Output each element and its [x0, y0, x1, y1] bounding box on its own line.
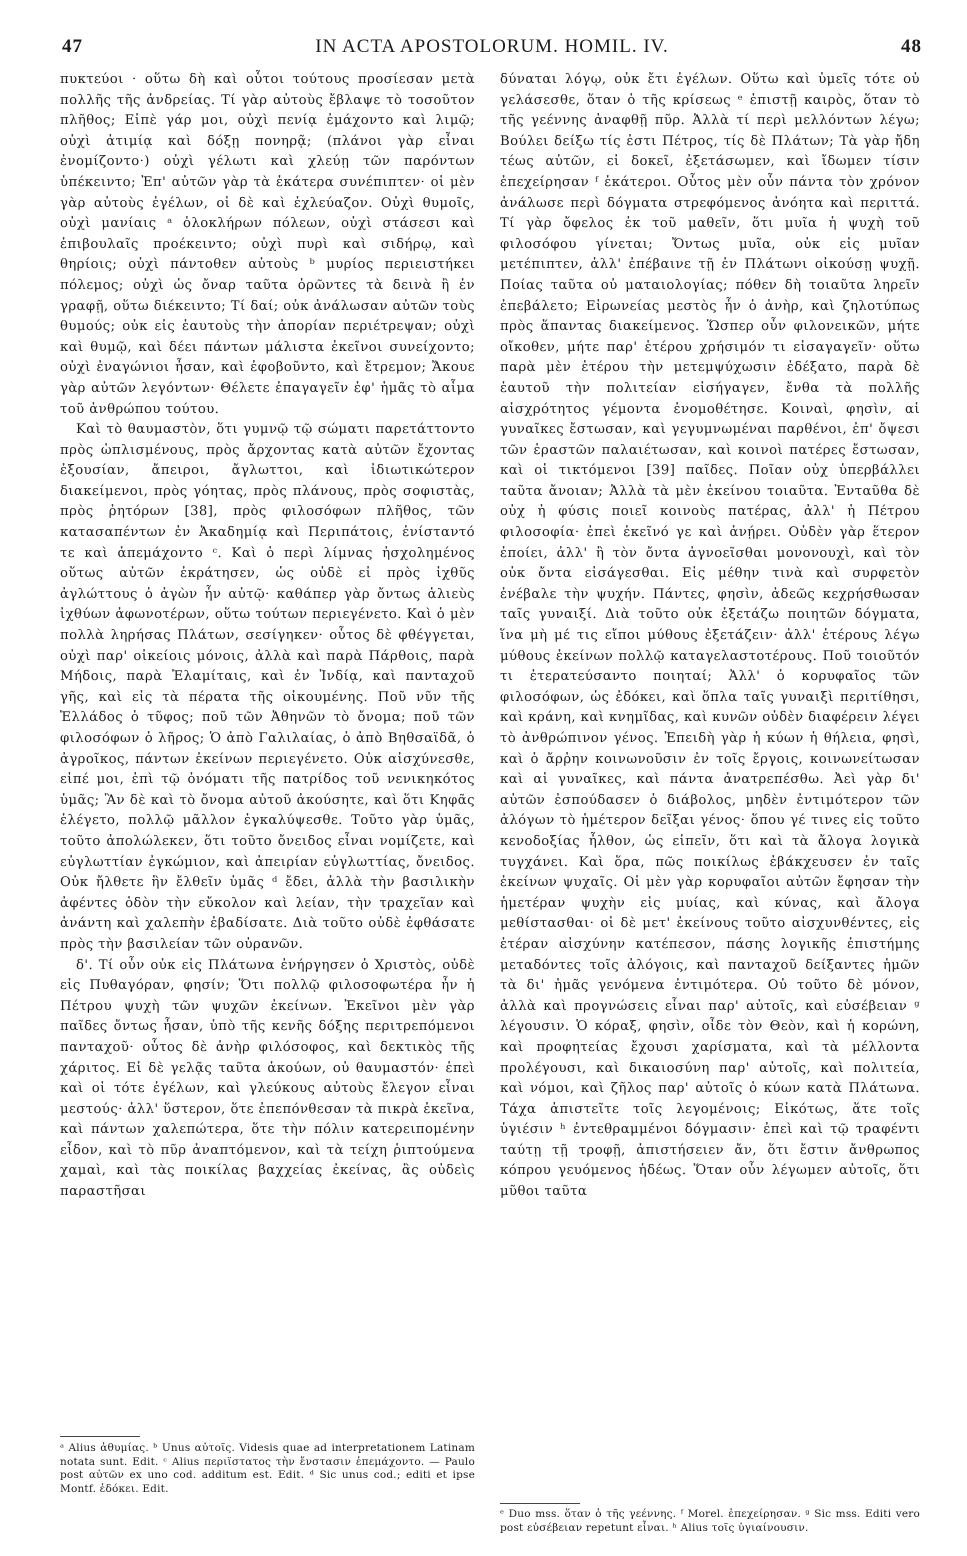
running-header [62, 36, 922, 66]
paragraph: δ'. Τί οὖν οὐκ εἰς Πλάτωνα ἐνήργησεν ὁ Χριστὸς, οὐδὲ εἰς Πυθαγόραν, φησίν; Ὅτι πολλῷ φιλοσοφωτέρα ἦν ἡ Πέτρου ψυχὴ τῶν ψυχῶν ἐκείνων. Ἐκεῖνοι μὲν γὰρ παῖδες ὄντως ἦσαν, ὑπὸ τῆς κενῆς δόξης περιτρεπόμενοι πανταχοῦ· οὗτος δὲ ἀνὴρ φιλόσοφος, καὶ δεκτικὸς τῆς χάριτος. Εἰ δὲ γελᾷς ταῦτα ἀκούων, οὐ θαυμαστόν· ἐπεὶ καὶ οἱ τότε ἐγέλων, καὶ γλεύκους αὐτοὺς ἔλεγον εἶναι μεστούς· ἀλλ' ὕστερον, ὅτε ἐπεπόνθεσαν τὰ πικρὰ ἐκεῖνα, καὶ πάντων χαλεπώτερα, ὅτε τὴν πόλιν κατερειπομένην εἶδον, καὶ τὸ πῦρ ἀναπτόμενον, καὶ τὰ τείχη ῥιπτούμενα χαμαὶ, καὶ τὰς ποικίλας βαχχείας ἐκείνας, ἃς οὐδεὶς παραστῆσαι [60, 957, 475, 1200]
footnotes-left: ᵃ Alius ἀθυμίας. ᵇ Unus αὐτοῖς. Videsis quae ad interpretationem Latinam notata sunt. Edit. ᶜ Alius περιϊστατος τὴν ἔνστασιν ἐπεμάχοντο. — Paulo post αὐτῶν ex uno cod. additum est. Edit. ᵈ Sic unus cod.; editi et ipse Montf. ἐδόκει. Edit. [60, 1442, 475, 1495]
left-text-column [60, 70, 475, 1203]
footnotes-right: ᵉ Duo mss. ὅταν ὁ τῆς γεέννης. ᶠ Morel. ἐπεχείρησαν. ᵍ Sic mss. Editi vero post εὐσέβειαν repetunt εἶναι. ʰ Alius τοῖς ὑγιαίνουσιν. [500, 1508, 920, 1534]
footnote-rule-right [500, 1503, 580, 1504]
right-text-column [500, 70, 920, 1203]
paragraph: πυκτεύοι · οὕτω δὴ καὶ οὗτοι τούτους προσίεσαν μετὰ πολλῆς τῆς ἀνδρείας. Τί γὰρ αὐτοὺς ἔβλαψε τὸ τοσοῦτον πλῆθος; Εἰπὲ γάρ μοι, οὐχὶ πενίᾳ ἐμάχοντο καὶ λιμῷ; οὐχὶ ἀτιμίᾳ καὶ δόξῃ πονηρᾷ; (πλάνοι γὰρ εἶναι ἐνομίζοντο·) οὐχὶ γέλωτι καὶ χλεύῃ τῶν παρόντων ὑπέκειντο; Ἐπ' αὐτῶν γὰρ τὰ ἑκάτερα συνέπιπτεν· οἱ μὲν γὰρ αὐτοὺς ἐγέλων, οἱ δὲ καὶ ἐχλεύαζον. Οὐχὶ θυμοῖς, οὐχὶ μανίαις ᵃ ὁλοκλήρων πόλεων, οὐχὶ στάσεσι καὶ ἐπιβουλαῖς προέκειντο; οὐχὶ πυρὶ καὶ σιδήρῳ, καὶ θηρίοις; οὐχὶ πάντοθεν αὐτοὺς ᵇ μυρίος περιειστήκει πόλεμος; οὐχὶ ὡς ὄναρ ταῦτα ὁρῶντες τὰ δεινὰ ἢ ἐν γραφῇ, οὕτω διέκειντο; Τί δαί; οὐκ ἀνάλωσαν αὐτῶν τοὺς θυμούς; οὐκ εἰς ἑαυτοὺς τὴν ἀπορίαν περιέτρεψαν; οὐχὶ καὶ θυμῷ, καὶ δέει πάντων μάλιστα ἐκεῖνοι συνείχοντο; οὐχὶ ἐναγώνιοι ἦσαν, καὶ ἐφοβοῦντο, καὶ ἔτρεμον; Ἄκουε γὰρ αὐτῶν λεγόντων· Θέλετε ἐπαγαγεῖν ἐφ' ἡμᾶς τὸ αἷμα τοῦ ἀνθρώπου τούτου. [60, 72, 475, 417]
running-title: IN ACTA APOSTOLORUM. HOMIL. IV. [315, 36, 669, 57]
footnote-rule-left [60, 1436, 140, 1437]
page-number-right: 48 [901, 36, 922, 57]
page-number-left: 47 [62, 36, 83, 57]
paragraph: Καὶ τὸ θαυμαστὸν, ὅτι γυμνῷ τῷ σώματι παρετάττοντο πρὸς ὡπλισμένους, πρὸς ἄρχοντας κατὰ αὐτῶν ἔχοντας ἐξουσίαν, ἄπειροι, ἄγλωττοι, καὶ ἰδιωτικώτερον διακείμενοι, πρὸς γόητας, πρὸς πλάνους, πρὸς σοφιστὰς, πρὸς ῥητόρων [38], πρὸς φιλοσόφων πλῆθος, τῶν κατασαπέντων ἐν Ἀκαδημίᾳ καὶ Περιπάτοις, ἐνίσταντό τε καὶ ἀπεμάχοντο ᶜ. Καὶ ὁ περὶ λίμνας ἠσχολημένος οὕτως αὐτῶν ἐκράτησεν, ὡς οὐδὲ εἰ πρὸς ἰχθῦς ἀγλώττους ὁ ἀγὼν ἦν αὐτῷ· καθάπερ γὰρ ὄντως ἁλιεὺς ἰχθύων ἀφωνοτέρων, οὕτω τούτων περιεγένετο. Καὶ ὁ μὲν πολλὰ ληρήσας Πλάτων, σεσίγηκεν· οὗτος δὲ φθέγγεται, οὐχὶ παρ' οἰκείοις μόνοις, ἀλλὰ καὶ παρὰ Πάρθοις, παρὰ Μήδοις, παρὰ Ἐλαμίταις, καὶ ἐν Ἰνδίᾳ, καὶ πανταχοῦ γῆς, καὶ εἰς τὰ πέρατα τῆς οἰκουμένης. Ποῦ νῦν τῆς Ἑλλάδος ὁ τῦφος; ποῦ τῶν Ἀθηνῶν τὸ ὄνομα; ποῦ τῶν φιλοσόφων ὁ λῆρος; Ὁ ἀπὸ Γαλιλαίας, ὁ ἀπὸ Βηθσαϊδᾶ, ὁ ἀγροῖκος, πάντων ἐκείνων περιεγένετο. Οὐκ αἰσχύνεσθε, εἰπέ μοι, ἐπὶ τῷ ὀνόματι τῆς πατρίδος τοῦ νενικηκότος ὑμᾶς; Ἂν δὲ καὶ τὸ ὄνομα αὐτοῦ ἀκούσητε, καὶ ὅτι Κηφᾶς ἐλέγετο, πολλῷ μᾶλλον ἐγκαλύψεσθε. Τοῦτο γὰρ ὑμᾶς, τοῦτο ἀπολώλεκεν, ὅτι τοῦτο ὄνειδος εἶναι νομίζετε, καὶ εὐγλωττίαν ἐγκώμιον, καὶ ἀπειρίαν εὐγλωττίας, ὄνειδος. Οὐκ ἤλθετε ἣν ἔλθεῖν ὑμᾶς ᵈ ἔδει, ἀλλὰ τὴν βασιλικὴν ἀφέντες ὁδὸν τὴν εὔκολον καὶ λείαν, τὴν τραχεῖαν καὶ ἀνάντη καὶ χαλεπὴν ἐβαδίσατε. Διὰ τοῦτο οὐδὲ ἐφθάσατε πρὸς τὴν βασιλείαν τῶν οὐρανῶν. [60, 422, 475, 952]
paragraph: δύναται λόγῳ, οὐκ ἔτι ἐγέλων. Οὕτω καὶ ὑμεῖς τότε οὐ γελάσεσθε, ὅταν ὁ τῆς κρίσεως ᵉ ἐπιστῇ καιρὸς, ὅταν τὸ τῆς γεέννης ἀναφθῇ πῦρ. Ἀλλὰ τί περὶ μελλόντων λέγω; Βούλει δείξω τίς ἐστι Πέτρος, τίς δὲ Πλάτων; Τὰ γὰρ ἤδη τέως αὐτῶν, εἰ δοκεῖ, ἐξετάσωμεν, καὶ ἴδωμεν τίσιν ἐπεχείρησαν ᶠ ἑκάτεροι. Οὗτος μὲν οὖν πάντα τὸν χρόνον ἀνάλωσε περὶ δόγματα στρεφόμενος ἀνόητα καὶ περιττά. Τί γὰρ ὄφελος ἐκ τοῦ μαθεῖν, ὅτι μυῖα ἡ ψυχὴ τοῦ φιλοσόφου γίνεται; Ὄντως μυῖα, οὐκ εἰς μυῖαν μετέπιπτεν, ἀλλ' ἐπέβαινε τῇ ἐν Πλάτωνι οἰκούσῃ ψυχῇ. Ποίας ταῦτα οὐ ματαιολογίας; πόθεν δὴ τοιαῦτα ληρεῖν ἐπεβάλετο; Εἰρωνείας μεστὸς ἦν ὁ ἀνὴρ, καὶ ζηλοτύπως πρὸς ἅπαντας διακείμενος. Ὥσπερ οὖν φιλονεικῶν, μήτε οἴκοθεν, μήτε παρ' ἑτέρου χρήσιμόν τι εἰσαγαγεῖν· οὕτω παρὰ μὲν ἑτέρου τὴν μετεμψύχωσιν ἐδέξατο, παρὰ δὲ ἑαυτοῦ τὴν πολιτείαν εἰσήγαγεν, ἔνθα τὰ πολλῆς αἰσχρότητος γέμοντα ἐνομοθέτησε. Κοιναὶ, φησὶν, αἱ γυναῖκες ἔστωσαν, καὶ γεγυμνωμέναι παρθένοι, ἐπ' ὄψεσι τῶν ἐραστῶν παλαιέτωσαν, καὶ κοινοὶ πατέρες ἔστωσαν, καὶ οἱ τικτόμενοι [39] παῖδες. Ποῖαν οὐχ ὑπερβάλλει ταῦτα ἄνοιαν; Ἀλλὰ τὰ μὲν ἐκείνου τοιαῦτα. Ἐνταῦθα δὲ οὐχ ἡ φύσις ποιεῖ κοινοὺς πατέρας, ἀλλ' ἡ Πέτρου φιλοσοφία· ἐπεὶ ἐκεῖνό γε καὶ ἀνῄρει. Οὐδὲν γὰρ ἕτερον ἐποίει, ἀλλ' ἢ τὸν ὄντα ἀγνοεῖσθαι μονονουχὶ, καὶ τὸν οὐκ ὄντα εἰσάγεσθαι. Εἰς μέθην τινὰ καὶ συρφετὸν ἐνέβαλε τὴν ψυχήν. Πάντες, φησὶν, ἀδεῶς κεχρήσθωσαν ταῖς γυναιξί. Διὰ τοῦτο οὐκ ἐξετάζω ποιητῶν δόγματα, ἵνα μὴ μέ τις εἴποι μύθους ἐξετάζειν· ἀλλ' ἑτέρους λέγω μύθους ἐκείνων πολλῷ καταγελαστοτέρους. Ποῦ τοιοῦτόν τι ἐτερατεύσαντο ποιηταί; Ἀλλ' ὁ κορυφαῖος τῶν φιλοσόφων, ὡς ἐδόκει, καὶ ὅπλα ταῖς γυναιξὶ περιτίθησι, καὶ κράνη, καὶ κνημῖδας, καὶ κυνῶν οὐδὲν διαφέρειν λέγει τὸ ἀνθρώπινον γένος. Ἐπειδὴ γὰρ ἡ κύων ἡ θήλεια, φησὶ, καὶ ὁ ἄρῥην κοινωνοῦσιν ἐν τοῖς ἔργοις, κοινωνείτωσαν καὶ αἱ γυναῖκες, καὶ πάντα ἀνατρεπέσθω. Ἀεὶ γὰρ δι' αὐτῶν ἐσπούδασεν ὁ διάβολος, μηδὲν ἐντιμότερον τῶν ἀλόγων τὸ ἡμέτερον δεῖξαι γένος· ὅπου γέ τινες εἰς τοῦτο κενοδοξίας ἦλθον, ὡς εἰπεῖν, ὅτι καὶ τὰ ἄλογα λογικὰ τυγχάνει. Καὶ ὅρα, πῶς ποικίλως ἐβάκχευσεν ἐν ταῖς ἐκείνων ψυχαῖς. Οἱ μὲν γὰρ κορυφαῖοι αὐτῶν ἔφησαν τὴν ἡμετέραν ψυχὴν εἰς μυίας, καὶ κύνας, καὶ ἄλογα μεθίστασθαι· οἱ δὲ μετ' ἐκείνους τοῦτο αἰσχυνθέντες, εἰς ἑτέραν αἰσχύνην κατέπεσον, πάσης λογικῆς ἐπιστήμης μεταδόντες τοῖς ἀλόγοις, καὶ πανταχοῦ δείξαντες ἡμῶν τὰ δι' ἡμᾶς γενόμενα ἐντιμότερα. Οὐ τοῦτο δὲ μόνον, ἀλλὰ καὶ προγνώσεις εἶναι παρ' αὐτοῖς, καὶ εὐσέβειαν ᵍ λέγουσιν. Ὁ κόραξ, φησὶν, οἶδε τὸν Θεὸν, καὶ ἡ κορώνη, καὶ προφητείας ἔχουσι χαρίσματα, καὶ τὰ μέλλοντα προλέγουσι, καὶ δικαιοσύνη παρ' αὐτοῖς, καὶ πολιτεία, καὶ νόμοι, καὶ ζῆλος παρ' αὐτοῖς ὁ κύων κατὰ Πλάτωνα. Τάχα ἀπιστεῖτε τοῖς λεγομένοις; Εἰκότως, ἅτε τοῖς ὑγιέσιν ʰ ἐντεθραμμένοι δόγμασιν· ἐπεὶ καὶ τῷ τραφέντι ταύτῃ τῇ τροφῇ, ἀπιστήσειεν ἄν, ὅτι ἔστιν ἄνθρωπος κόπρου γευόμενος ἡδέως. Ὅταν οὖν λέγωμεν αὐτοῖς, ὅτι μῦθοι ταῦτα [500, 72, 920, 1200]
